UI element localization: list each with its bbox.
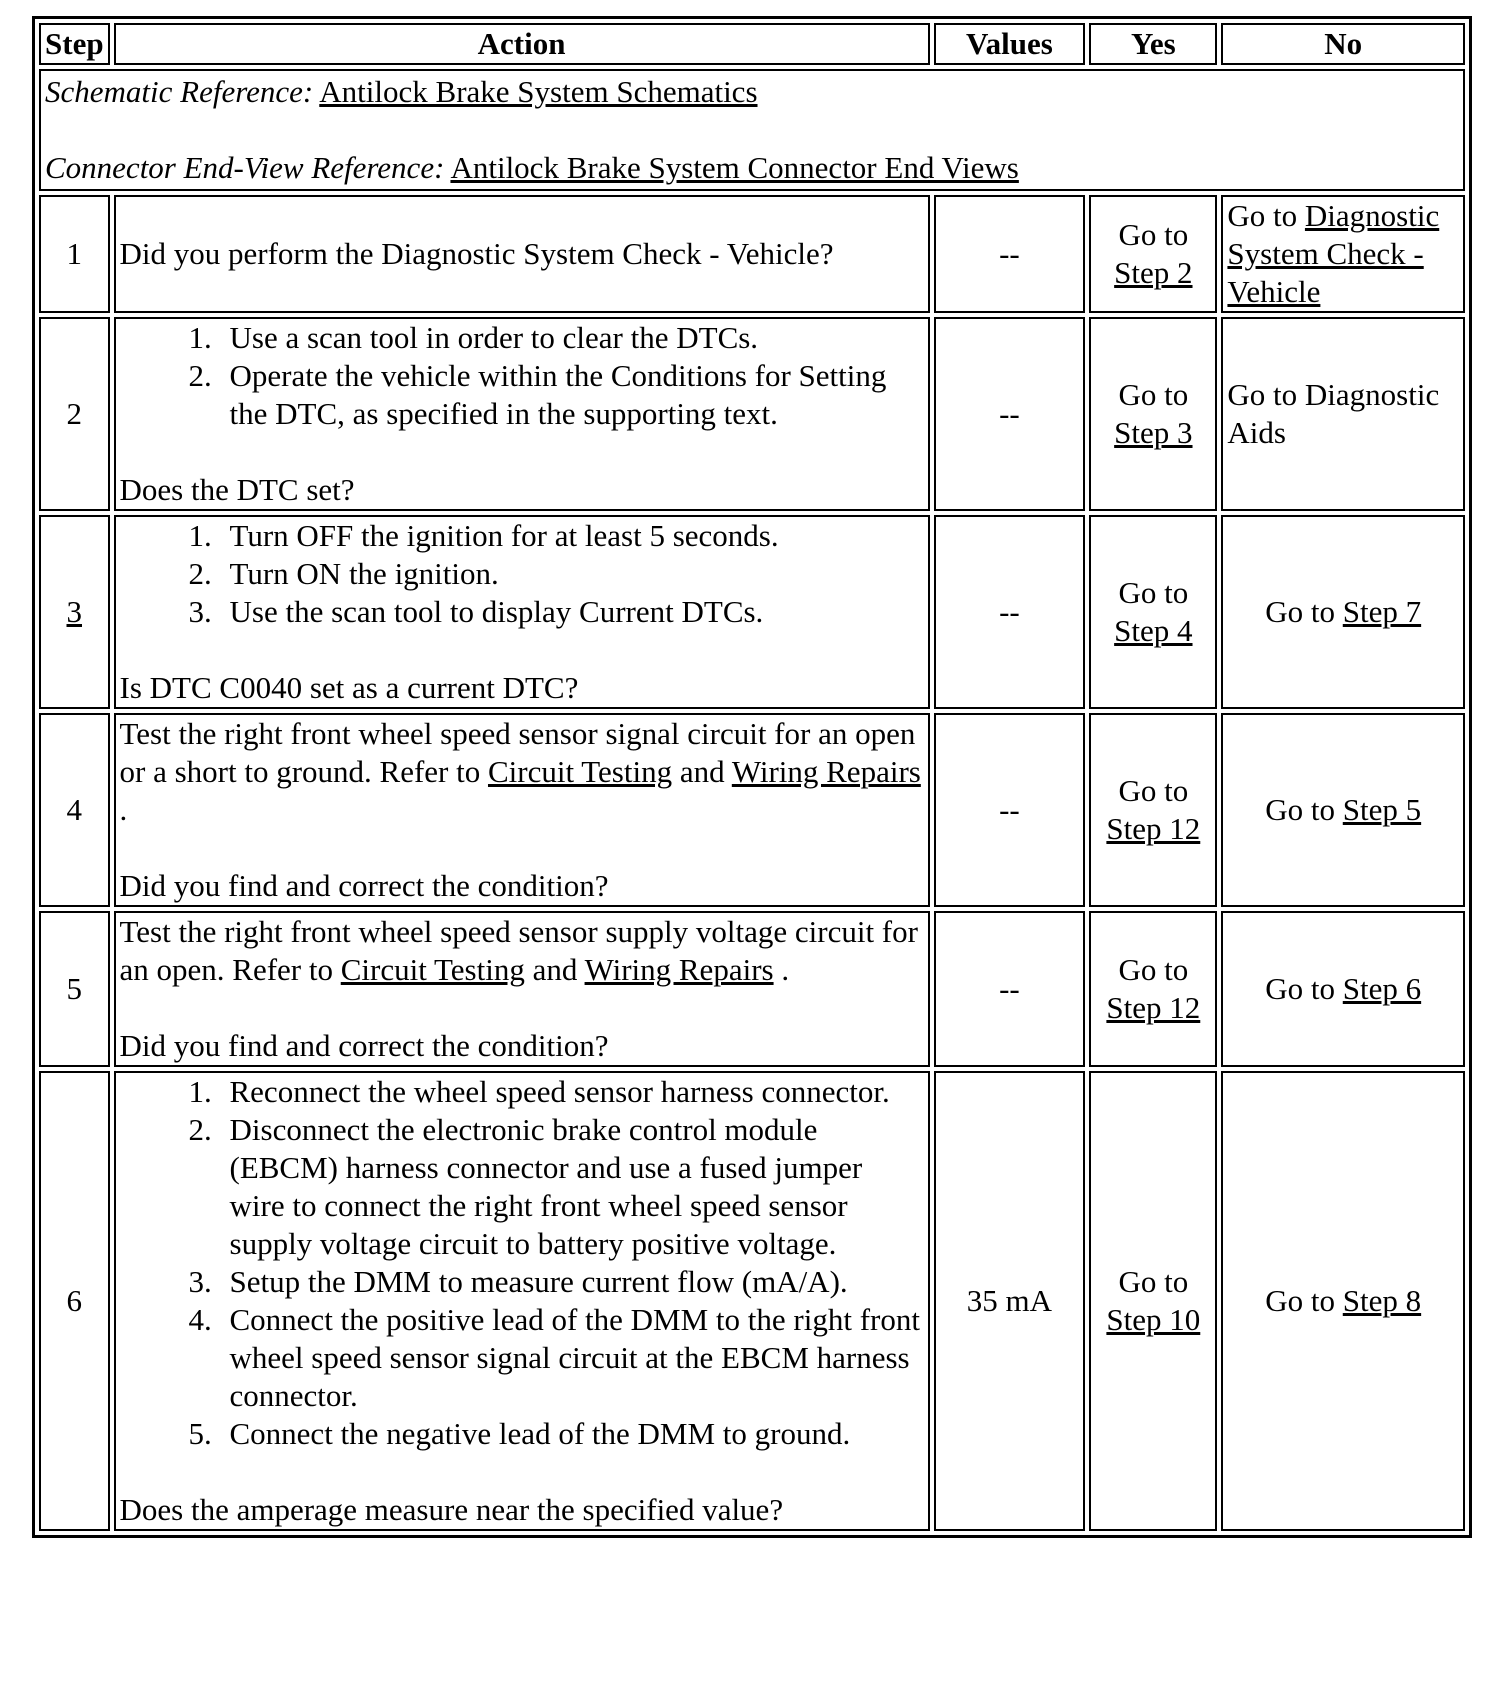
step-number-link[interactable]: 3 xyxy=(66,594,82,629)
no-link[interactable]: Step 8 xyxy=(1342,1283,1422,1318)
connector-reference-link[interactable]: Antilock Brake System Connector End Views xyxy=(450,150,1019,185)
action-cell xyxy=(114,911,930,1067)
question-text: Does the amperage measure near the specified value? xyxy=(119,1492,784,1527)
yes-link[interactable]: Step 12 xyxy=(1106,811,1201,846)
list-item: 2. Turn ON the ignition. xyxy=(220,555,924,593)
list-item: 2. Operate the vehicle within the Conditions for Setting the DTC, as specified in the supporting text. xyxy=(220,357,924,433)
action-text-pre: Test the right front wheel speed sensor supply voltage circuit for an open. Refer to xyxy=(119,914,918,987)
action-list xyxy=(120,1073,924,1453)
no-link[interactable]: Step 5 xyxy=(1342,792,1422,827)
no-prefix: Go to xyxy=(1265,594,1336,629)
yes-prefix: Go to xyxy=(1118,952,1189,987)
connector-reference-label: Connector End-View Reference: xyxy=(45,150,445,185)
question-text: Did you find and correct the condition? xyxy=(119,868,609,903)
list-item: 5. Connect the negative lead of the DMM to ground. xyxy=(220,1415,924,1453)
step-number: 2 xyxy=(39,317,110,511)
list-item: 3. Setup the DMM to measure current flow (mA/A). xyxy=(220,1263,924,1301)
reference-cell xyxy=(39,69,1465,191)
diagnostic-table xyxy=(32,16,1472,1538)
question-text: Is DTC C0040 set as a current DTC? xyxy=(119,670,579,705)
yes-link[interactable]: Step 3 xyxy=(1114,415,1193,450)
wiring-repairs-link[interactable]: Wiring Repairs xyxy=(731,754,921,789)
no-prefix: Go to xyxy=(1265,971,1336,1006)
question-text: Does the DTC set? xyxy=(119,472,355,507)
no-prefix: Go to xyxy=(1227,198,1298,233)
yes-cell xyxy=(1089,911,1217,1067)
header-action: Action xyxy=(114,23,930,65)
value-cell: 35 mA xyxy=(934,1071,1086,1531)
yes-prefix: Go to xyxy=(1118,1264,1189,1299)
header-values: Values xyxy=(934,23,1086,65)
no-link[interactable]: Diagnostic System Check - Vehicle xyxy=(1227,198,1440,309)
yes-prefix: Go to xyxy=(1118,773,1189,808)
circuit-testing-link[interactable]: Circuit Testing xyxy=(340,952,525,987)
no-prefix: Go to xyxy=(1265,1283,1336,1318)
action-text-post: . xyxy=(119,792,128,827)
no-cell xyxy=(1221,1071,1465,1531)
schematic-reference-label: Schematic Reference: xyxy=(45,74,314,109)
action-text-pre: Test the right front wheel speed sensor signal circuit for an open or a short to ground. Refer to xyxy=(119,716,916,789)
table-row xyxy=(39,195,1465,313)
list-item: 2. Disconnect the electronic brake control module (EBCM) harness connector and use a fused jumper wire to connect the right front wheel speed sensor supply voltage circuit to battery positive voltage. xyxy=(220,1111,924,1263)
table-row xyxy=(39,1071,1465,1531)
action-text xyxy=(120,715,924,829)
action-cell xyxy=(114,317,930,511)
table-row xyxy=(39,713,1465,907)
circuit-testing-link[interactable]: Circuit Testing xyxy=(487,754,673,789)
no-cell xyxy=(1221,713,1465,907)
action-text xyxy=(120,913,924,989)
value-cell: -- xyxy=(934,713,1086,907)
action-cell xyxy=(114,713,930,907)
yes-cell xyxy=(1089,195,1217,313)
action-text-post: . xyxy=(781,952,790,987)
yes-prefix: Go to xyxy=(1118,217,1189,252)
table-row xyxy=(39,515,1465,709)
no-link[interactable]: Step 6 xyxy=(1342,971,1422,1006)
value-cell: -- xyxy=(934,317,1086,511)
list-item: 1. Reconnect the wheel speed sensor harness connector. xyxy=(220,1073,924,1111)
step-number: 1 xyxy=(39,195,110,313)
table-row xyxy=(39,317,1465,511)
action-list xyxy=(120,319,924,433)
header-yes: Yes xyxy=(1089,23,1217,65)
no-cell xyxy=(1221,911,1465,1067)
value-cell: -- xyxy=(934,911,1086,1067)
yes-prefix: Go to xyxy=(1118,575,1189,610)
table-row xyxy=(39,911,1465,1067)
question-text: Did you find and correct the condition? xyxy=(119,1028,609,1063)
header-no: No xyxy=(1221,23,1465,65)
no-cell xyxy=(1221,515,1465,709)
action-cell xyxy=(114,1071,930,1531)
schematic-reference-link[interactable]: Antilock Brake System Schematics xyxy=(319,74,758,109)
step-number: 5 xyxy=(39,911,110,1067)
header-step: Step xyxy=(39,23,110,65)
yes-cell xyxy=(1089,713,1217,907)
yes-link[interactable]: Step 4 xyxy=(1114,613,1193,648)
no-prefix: Go to xyxy=(1265,792,1336,827)
step-number: 4 xyxy=(39,713,110,907)
list-item: 4. Connect the positive lead of the DMM to the right front wheel speed sensor signal circuit at the EBCM harness connector. xyxy=(220,1301,924,1415)
yes-cell xyxy=(1089,515,1217,709)
header-row xyxy=(39,23,1465,65)
reference-row xyxy=(39,69,1465,191)
no-link[interactable]: Step 7 xyxy=(1342,594,1422,629)
yes-cell xyxy=(1089,1071,1217,1531)
action-cell: Did you perform the Diagnostic System Check - Vehicle? xyxy=(114,195,930,313)
no-cell: Go to Diagnostic Aids xyxy=(1221,317,1465,511)
list-item: 3. Use the scan tool to display Current DTCs. xyxy=(220,593,924,631)
yes-link[interactable]: Step 2 xyxy=(1114,255,1193,290)
wiring-repairs-link[interactable]: Wiring Repairs xyxy=(584,952,774,987)
list-item: 1. Use a scan tool in order to clear the DTCs. xyxy=(220,319,924,357)
action-list xyxy=(120,517,924,631)
step-number xyxy=(39,515,110,709)
action-cell xyxy=(114,515,930,709)
yes-link[interactable]: Step 12 xyxy=(1106,990,1201,1025)
yes-link[interactable]: Step 10 xyxy=(1106,1302,1201,1337)
value-cell: -- xyxy=(934,515,1086,709)
value-cell: -- xyxy=(934,195,1086,313)
step-number: 6 xyxy=(39,1071,110,1531)
yes-cell xyxy=(1089,317,1217,511)
action-text-mid: and xyxy=(679,754,725,789)
list-item: 1. Turn OFF the ignition for at least 5 seconds. xyxy=(220,517,924,555)
action-text-mid: and xyxy=(532,952,578,987)
no-cell xyxy=(1221,195,1465,313)
yes-prefix: Go to xyxy=(1118,377,1189,412)
